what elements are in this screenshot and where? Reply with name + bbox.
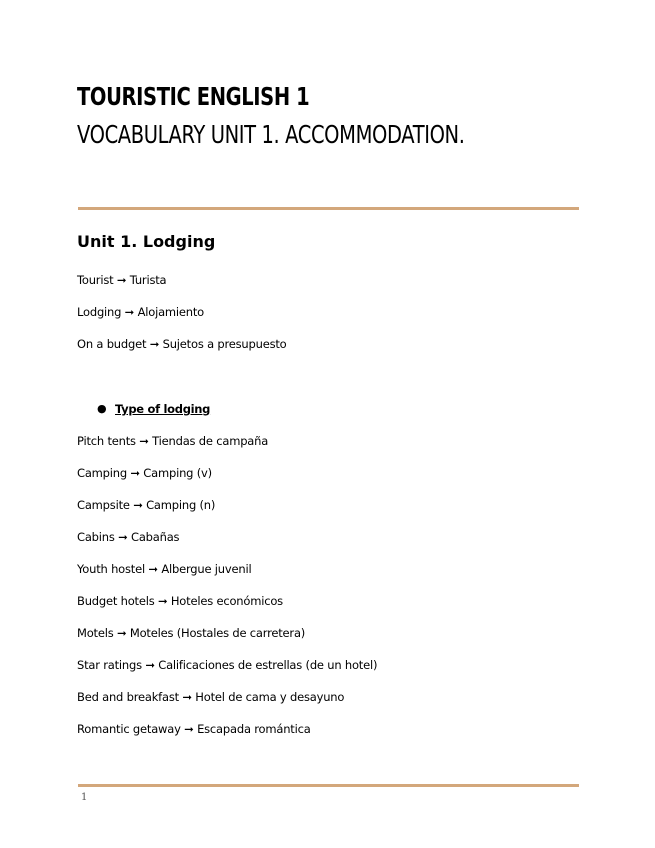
vocab-item-on-a-budget: On a budget ➞ Sujetos a presupuesto	[77, 337, 287, 351]
vocab-item-youth-hostel: Youth hostel ➞ Albergue juvenil	[77, 562, 252, 576]
vocab-item-tourist: Tourist ➞ Turista	[77, 273, 167, 287]
section-heading: Unit 1. Lodging	[77, 232, 216, 251]
vocab-item-motels: Motels ➞ Moteles (Hostales de carretera)	[77, 626, 306, 640]
page-number: 1	[81, 792, 88, 803]
document-title: TOURISTIC ENGLISH 1	[77, 82, 310, 111]
vocab-item-campsite: Campsite ➞ Camping (n)	[77, 498, 216, 512]
vocab-item-camping: Camping ➞ Camping (v)	[77, 466, 212, 480]
header-divider	[78, 207, 579, 210]
vocab-item-lodging: Lodging ➞ Alojamiento	[77, 305, 205, 319]
document-subtitle: VOCABULARY UNIT 1. ACCOMMODATION.	[77, 120, 465, 149]
footer-divider	[78, 784, 579, 787]
bullet-dot-icon: ●	[97, 402, 107, 415]
vocab-item-star-ratings: Star ratings ➞ Calificaciones de estrellas (de un hotel)	[77, 658, 378, 672]
vocab-item-cabins: Cabins ➞ Cabañas	[77, 530, 180, 544]
bullet-label: Type of lodging	[115, 402, 211, 416]
bullet-type-of-lodging	[97, 401, 210, 417]
vocab-item-bed-and-breakfast: Bed and breakfast ➞ Hotel de cama y desayuno	[77, 690, 345, 704]
vocab-item-budget-hotels: Budget hotels ➞ Hoteles económicos	[77, 594, 283, 608]
vocab-item-pitch-tents: Pitch tents ➞ Tiendas de campaña	[77, 434, 269, 448]
vocab-item-romantic-getaway: Romantic getaway ➞ Escapada romántica	[77, 722, 311, 736]
